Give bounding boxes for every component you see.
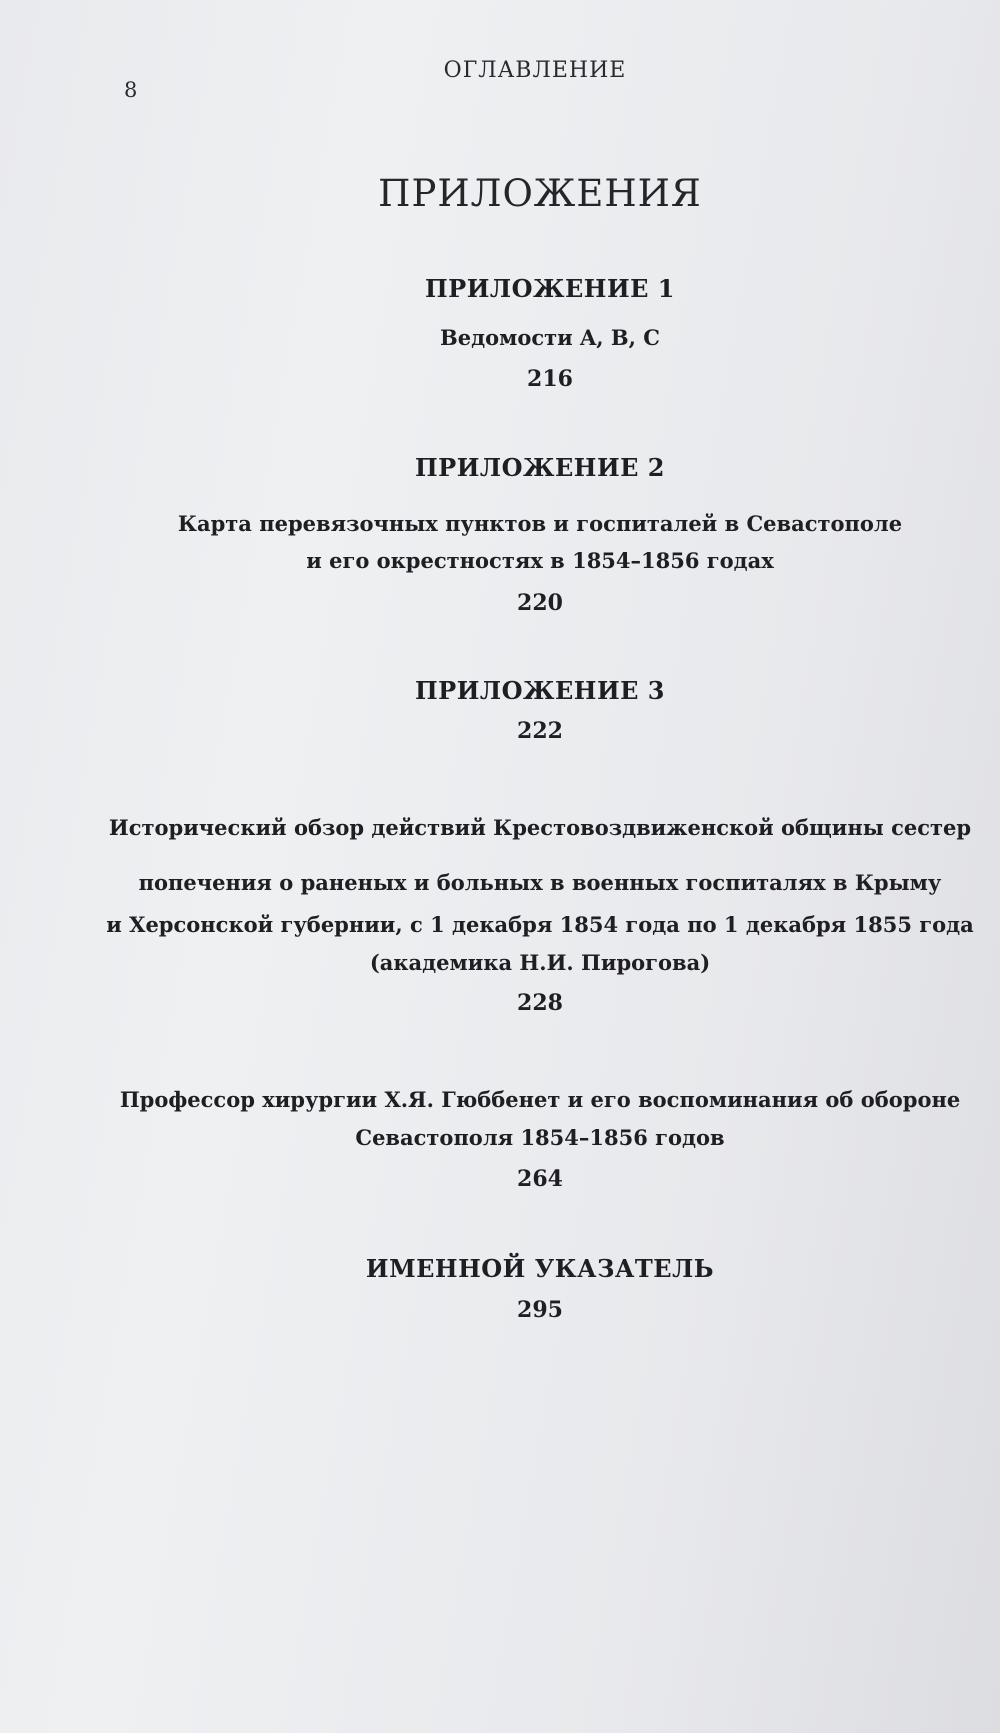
memoirs-page: 264	[517, 1166, 563, 1192]
running-head: ОГЛАВЛЕНИЕ	[443, 58, 627, 83]
name-index-page: 295	[517, 1297, 563, 1323]
appendix-1-heading: ПРИЛОЖЕНИЕ 1	[425, 274, 675, 303]
appendix-3-page: 222	[517, 718, 563, 744]
appendix-2-title-line-1: Карта перевязочных пунктов и госпиталей в Севастополе	[177, 511, 903, 536]
review-title-line-4: (академика Н.И. Пирогова)	[369, 950, 711, 975]
appendix-2-heading: ПРИЛОЖЕНИЕ 2	[415, 453, 665, 482]
review-title-line-1: Исторический обзор действий Крестовоздвиженской общины сестер	[108, 815, 972, 840]
appendix-3-heading: ПРИЛОЖЕНИЕ 3	[415, 676, 665, 705]
name-index-heading: ИМЕННОЙ УКАЗАТЕЛЬ	[365, 1254, 715, 1283]
review-title-line-3: и Херсонской губернии, с 1 декабря 1854 года по 1 декабря 1855 года	[106, 912, 974, 937]
memoirs-title-line-2: Севастополя 1854–1856 годов	[355, 1125, 725, 1150]
review-page: 228	[517, 990, 563, 1016]
appendix-1-title: Ведомости A, B, C	[439, 325, 661, 350]
appendix-2-page: 220	[517, 590, 563, 616]
appendix-2-title-line-2: и его окрестностях в 1854–1856 годах	[306, 548, 774, 573]
review-title-line-2: попечения о раненых и больных в военных госпиталях в Крыму	[138, 870, 942, 895]
page-number: 8	[124, 78, 138, 102]
section-title: ПРИЛОЖЕНИЯ	[378, 172, 702, 215]
appendix-1-page: 216	[527, 366, 573, 392]
memoirs-title-line-1: Профессор хирургии Х.Я. Гюббенет и его воспоминания об обороне	[119, 1087, 961, 1112]
